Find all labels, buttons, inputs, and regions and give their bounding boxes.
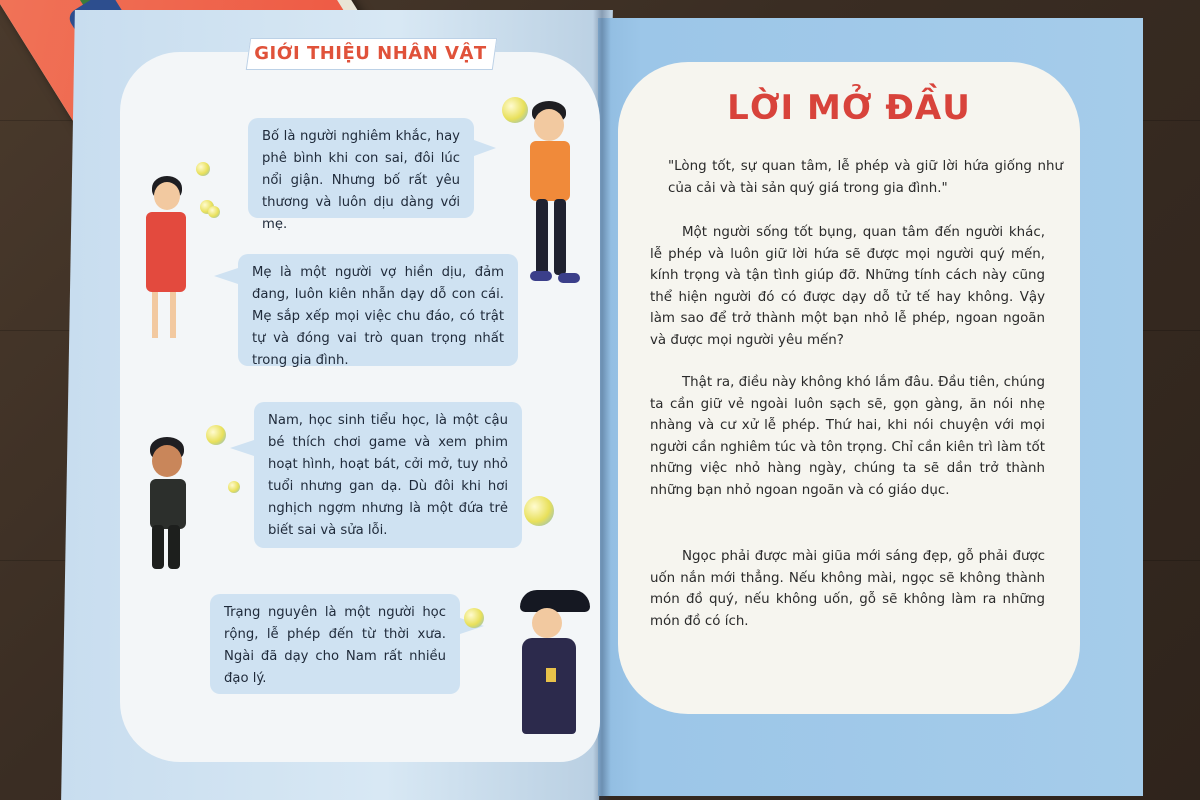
bubble-nam <box>254 402 522 548</box>
paragraph-1: Một người sống tốt bụng, quan tâm đến người khác, lễ phép và luôn giữ lời hứa sẽ được mọi người quý mến, kính trọng và tận tình giúp đỡ. Những tính cách này cũng thể hiện người đó có được dạy dỗ tử tế hay không. Vậy làm sao để trở thành một bạn nhỏ lễ phép, ngoan ngoãn và được mọi người yêu mến? <box>650 225 1045 348</box>
page-title: LỜI MỞ ĐẦU <box>727 88 971 128</box>
soap-bubble-icon <box>524 496 554 526</box>
bubble-mother <box>238 254 518 366</box>
bubble-trang-nguyen-text: Trạng nguyên là một người học rộng, lễ phép đến từ thời xưa. Ngài đã dạy cho Nam rất nhiều đạo lý. <box>224 605 446 686</box>
paragraph-2: Thật ra, điều này không khó lắm đâu. Đầu tiên, chúng ta cần giữ vẻ ngoài luôn sạch sẽ, gọn gàng, ăn nói nhẹ nhàng và cư xử lễ phép. Thứ hai, khi nói chuyện với mọi người cần nghiêm túc và tôn trọng. Chỉ cần kiên trì làm tốt những việc nhỏ hàng ngày, chúng ta sẽ dần trở thành những bạn nhỏ ngoan ngoãn và có giáo dục. <box>650 375 1045 498</box>
soap-bubble-icon <box>196 162 210 176</box>
paragraph-3: Ngọc phải được mài giũa mới sáng đẹp, gỗ phải được uốn nắn mới thẳng. Nếu không mài, ngọc sẽ không thành món đồ quý, nếu không uốn, gỗ sẽ không làm ra những món đồ có ích. <box>650 549 1045 629</box>
section-header-ribbon <box>248 30 493 74</box>
trang-nguyen-illustration <box>500 588 600 748</box>
nam-illustration <box>140 425 230 585</box>
bubble-mother-text: Mẹ là một người vợ hiền dịu, đảm đang, luôn kiên nhẫn dạy dỗ con cái. Mẹ sắp xếp mọi việc chu đáo, có trật tự và đóng vai trò quan trọng nhất trong gia đình. <box>252 265 504 368</box>
bubble-father-text: Bố là người nghiêm khắc, hay phê bình khi con sai, đôi lúc nổi giận. Nhưng bố rất yêu thương và luôn dịu dàng với mẹ. <box>262 129 460 232</box>
bubble-trang-nguyen <box>210 594 460 694</box>
section-header: GIỚI THIỆU NHÂN VẬT <box>254 43 487 64</box>
bubble-nam-text: Nam, học sinh tiểu học, là một cậu bé thích chơi game và xem phim hoạt hình, hoạt bát, cởi mở, tuy nhỏ tuổi nhưng gan dạ. Dù đôi khi hơi nghịch ngợm nhưng là một đứa trẻ biết sai và sửa lỗi. <box>268 413 508 538</box>
mother-illustration <box>130 170 210 350</box>
bubble-father <box>248 118 474 232</box>
opening-quote: "Lòng tốt, sự quan tâm, lễ phép và giữ lời hứa giống như của cải và tài sản quý giá trong gia đình." <box>668 159 1063 196</box>
bubble-nam-tail <box>230 440 254 456</box>
soap-bubble-icon <box>208 206 220 218</box>
bubble-father-tail <box>474 140 496 156</box>
bubble-mother-tail <box>214 268 238 284</box>
